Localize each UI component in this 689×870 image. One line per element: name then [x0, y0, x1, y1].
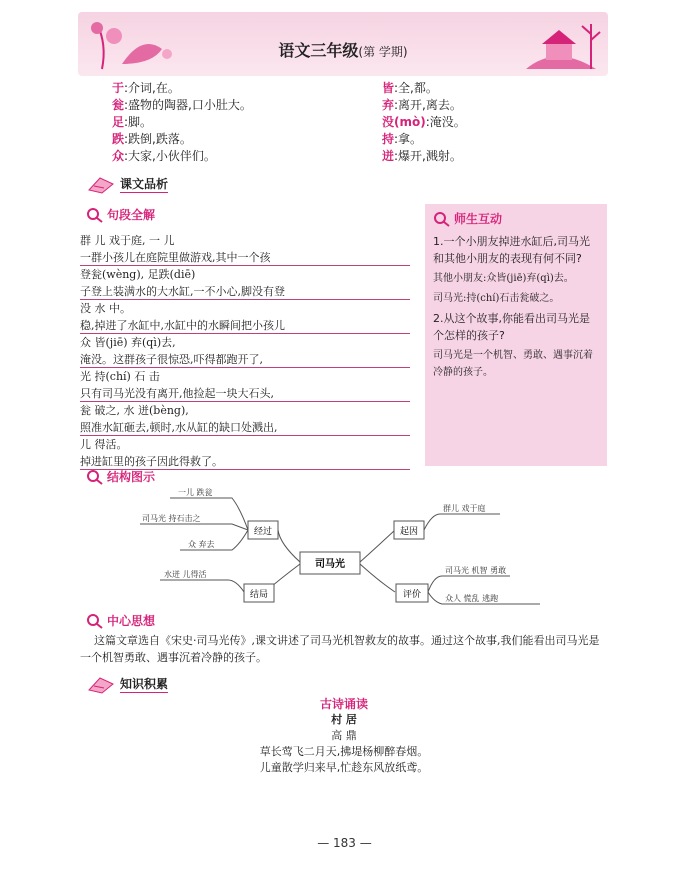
diagram-center-node — [300, 552, 360, 574]
answer-2: 司马光是一个机智、勇敢、遇事沉着冷静的孩子。 — [433, 350, 593, 378]
vocab-item: 没(mò):淹没。 — [382, 115, 466, 129]
passage-line: 登瓮(wèng), 足跌(diē) — [80, 268, 196, 281]
passage-line: 照准水缸砸去,顿时,水从缸的缺口处溅出, — [80, 419, 410, 436]
diagram-node-pingjia — [396, 584, 428, 602]
diagram-leaf: 司马光 持石击之 — [142, 514, 201, 523]
interaction-box — [425, 204, 607, 466]
page-header — [78, 12, 608, 76]
diagram-node-jingguo — [248, 521, 278, 539]
vocab-item: 弃:离开,离去。 — [382, 98, 462, 112]
header-title: 语文三年级(第 学期) — [278, 41, 408, 60]
poem-block — [80, 696, 608, 776]
question-2: 2.从这个故事,你能看出司马光是个怎样的孩子? — [433, 312, 590, 342]
passage-line: 群 儿 戏于庭, 一 儿 — [80, 234, 175, 247]
passage-line: 儿 得活。 — [80, 438, 128, 451]
magnifier-icon — [86, 469, 104, 485]
magnifier-icon — [86, 613, 104, 629]
diagram-leaf: 群儿 戏于庭 — [443, 504, 486, 513]
diagram-leaf: 一儿 跌瓮 — [178, 488, 213, 497]
passage-line: 没 水 中。 — [80, 302, 131, 315]
vocab-item: 瓮:盛物的陶器,口小肚大。 — [112, 98, 252, 112]
poem-line: 草长莺飞二月天,拂堤杨柳醉春烟。 — [259, 745, 429, 758]
diagram-center-label: 司马光 — [315, 559, 345, 570]
book-icon — [86, 674, 116, 694]
diagram-node-jieju — [244, 584, 274, 602]
svg-text:经过: 经过 — [253, 527, 273, 537]
theme-text: 这篇文章选自《宋史·司马光传》,课文讲述了司马光机智救友的故事。通过这个故事,我们能看出司马光是一个机智勇敢、遇事沉着冷静的孩子。 — [80, 634, 600, 664]
svg-text:结局: 结局 — [249, 590, 269, 600]
answer-1b: 司马光:持(chí)石击瓮破之。 — [433, 293, 560, 304]
diagram-node-qiyin — [394, 521, 424, 539]
diagram-leaf: 众 弃去 — [188, 540, 215, 549]
passage-line: 瓮 破之, 水 迸(bèng), — [80, 404, 189, 417]
magnifier-icon — [433, 211, 451, 227]
vocab-item: 跌:跌倒,跌落。 — [112, 132, 192, 146]
house-decoration-icon — [516, 14, 606, 74]
svg-text:起因: 起因 — [399, 527, 419, 537]
structure-diagram — [140, 484, 540, 610]
answer-1a: 其他小朋友:众皆(jiē)弃(qì)去。 — [433, 273, 574, 284]
interaction-title: 师生互动 — [433, 210, 599, 227]
vocab-item: 于:介词,在。 — [112, 81, 180, 95]
section-structure-heading: 结构图示 — [86, 468, 155, 485]
passage-lines — [80, 232, 410, 470]
poem-title: 村 居 — [331, 713, 357, 726]
section-paragraph-heading: 句段全解 — [86, 206, 155, 223]
magnifier-icon — [86, 207, 104, 223]
vocab-item: 持:拿。 — [382, 132, 423, 146]
passage-line: 掉进缸里的孩子因此得救了。 — [80, 453, 410, 470]
diagram-leaf: 司马光 机智 勇敢 — [445, 566, 507, 575]
section-theme-heading: 中心思想 — [86, 612, 155, 629]
poem-line: 儿童散学归来早,忙趁东风放纸鸢。 — [259, 761, 429, 774]
vocab-item: 众:大家,小伙伴们。 — [112, 149, 216, 163]
section-knowledge-heading: 知识积累 — [86, 674, 168, 694]
passage-line: 淹没。这群孩子很惊恐,吓得都跑开了, — [80, 351, 410, 368]
diagram-leaf: 水迸 儿得活 — [164, 570, 207, 579]
diagram-leaf: 众人 慌乱 逃跑 — [445, 594, 499, 603]
svg-text:评价: 评价 — [402, 590, 422, 600]
poem-author: 高 鼎 — [331, 729, 357, 742]
book-icon — [86, 174, 116, 194]
vocab-list-left — [112, 80, 252, 165]
poem-heading: 古诗诵读 — [319, 697, 368, 711]
passage-line: 光 持(chí) 石 击 — [80, 370, 160, 383]
page-number: — 183 — — [317, 836, 372, 850]
vocab-item: 足:脚。 — [112, 115, 153, 129]
passage-line: 只有司马光没有离开,他捡起一块大石头, — [80, 385, 410, 402]
question-1: 1.一个小朋友掉进水缸后,司马光和其他小朋友的表现有何不同? — [433, 235, 590, 265]
passage-line: 子登上装满水的大水缸,一不小心,脚没有登 — [80, 283, 410, 300]
section-analysis-heading: 课文品析 — [86, 174, 168, 194]
passage-line: 稳,掉进了水缸中,水缸中的水瞬间把小孩儿 — [80, 317, 410, 334]
vocab-list-right — [382, 80, 466, 165]
passage-line: 一群小孩儿在庭院里做游戏,其中一个孩 — [80, 249, 410, 266]
vocab-item: 迸:爆开,溅射。 — [382, 149, 462, 163]
vocab-item: 皆:全,都。 — [382, 81, 438, 95]
passage-line: 众 皆(jiē) 弃(qì)去, — [80, 336, 176, 349]
